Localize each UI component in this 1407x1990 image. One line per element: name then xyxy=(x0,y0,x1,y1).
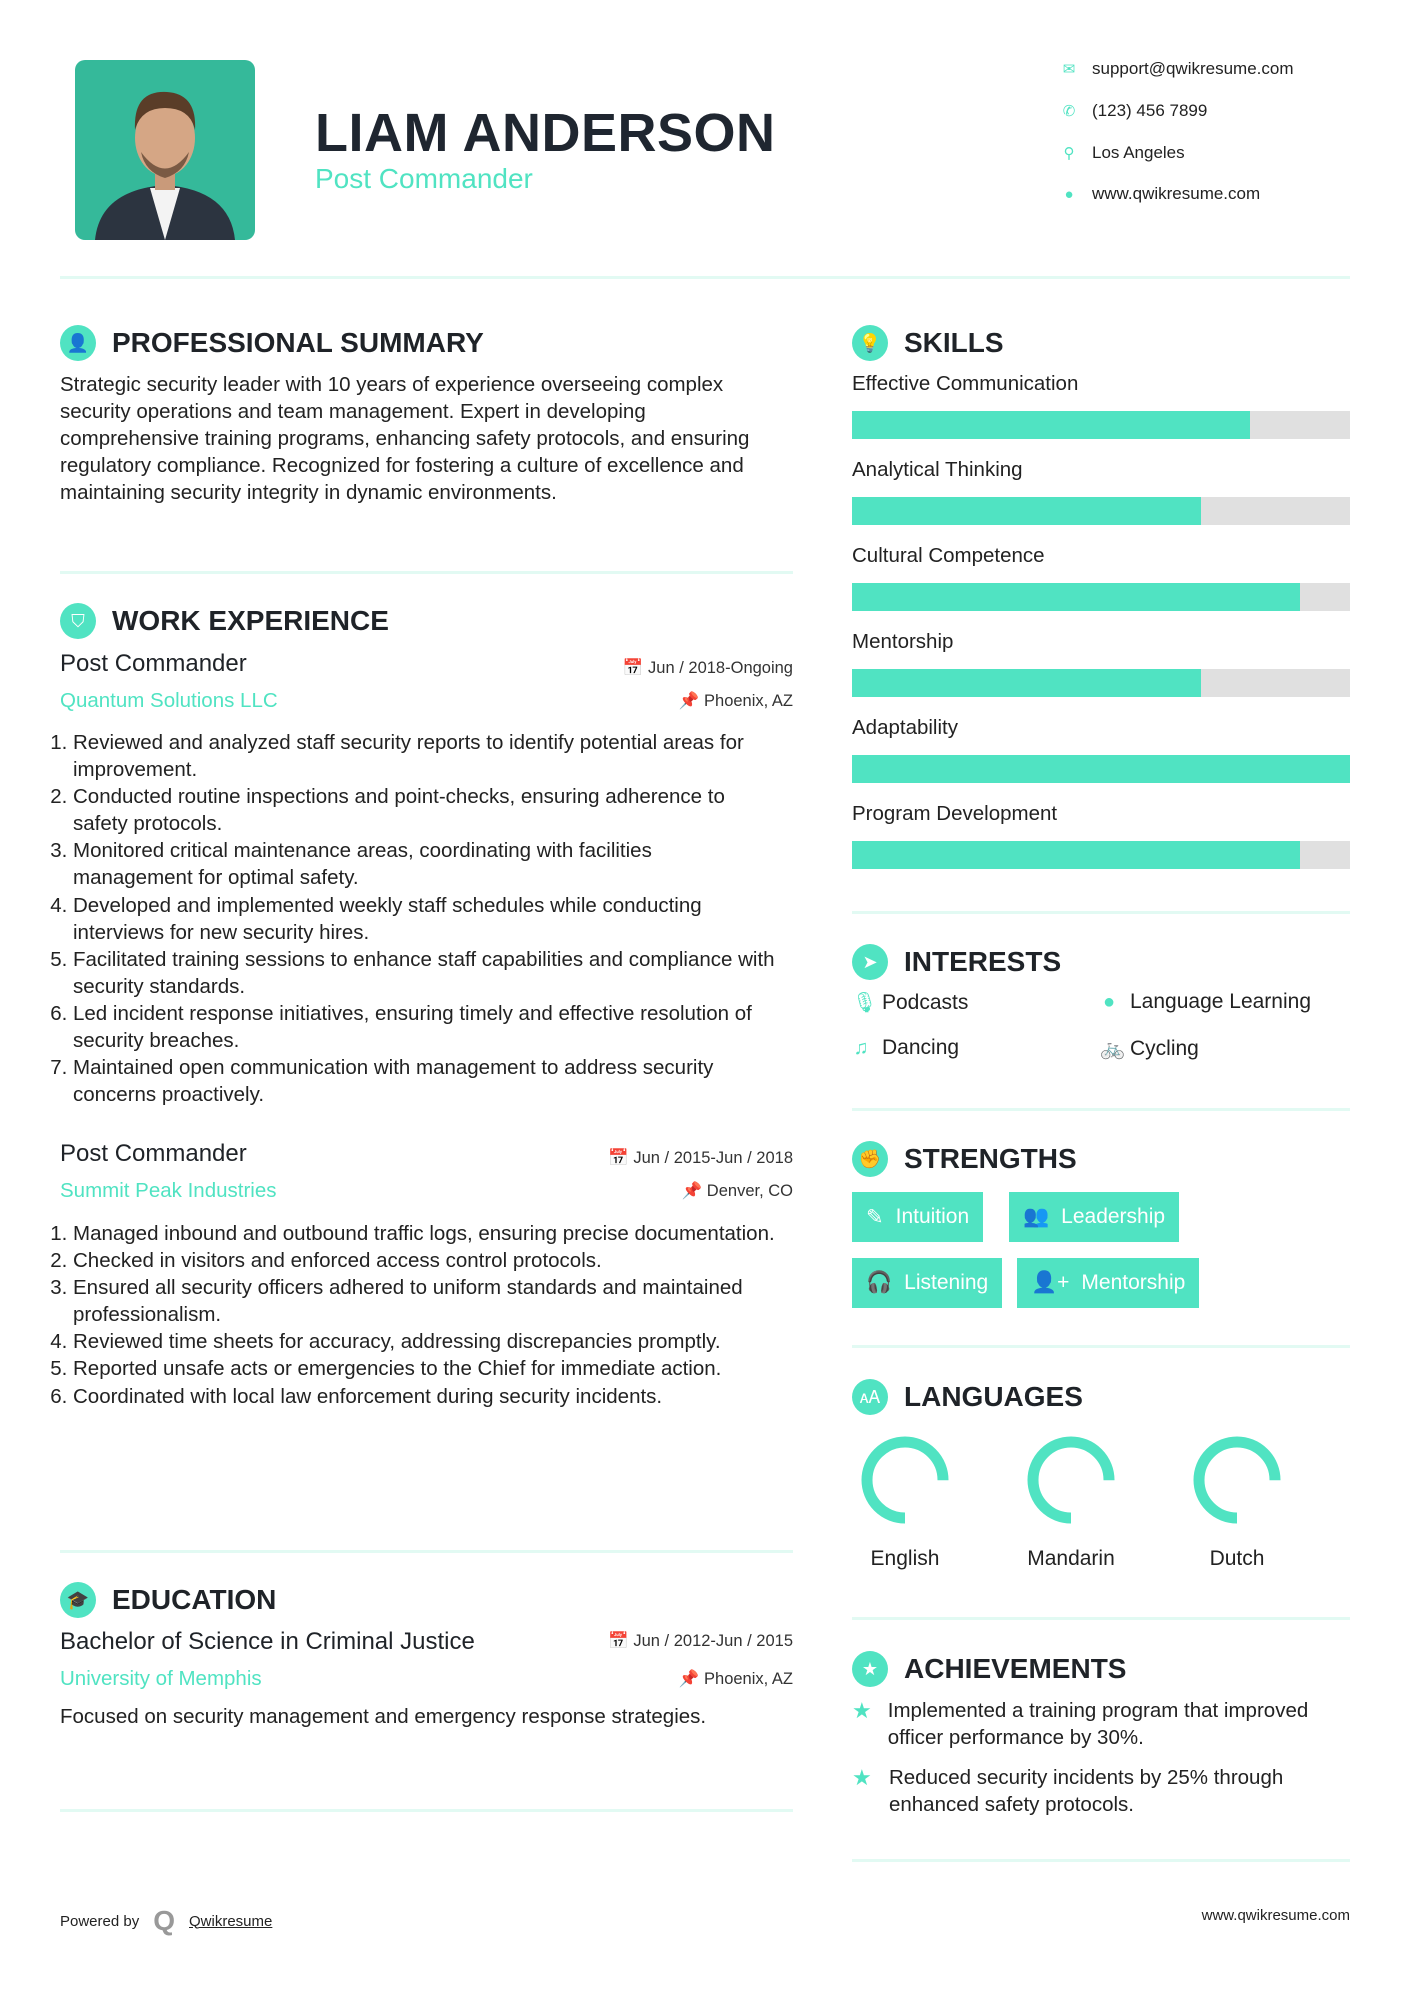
achievements-heading xyxy=(852,1649,1126,1689)
skill-bar-fill xyxy=(852,755,1350,783)
degree: Bachelor of Science in Criminal Justice xyxy=(60,1628,475,1655)
contact-text: (123) 456 7899 xyxy=(1092,101,1208,120)
list-item: 6. Led incident response initiatives, ensuring timely and effective resolution of security breaches. xyxy=(73,1000,775,1054)
language-ring xyxy=(845,1430,965,1530)
language-ring xyxy=(1177,1430,1297,1530)
job-title: Post Commander xyxy=(60,650,247,677)
strength-label: Listening xyxy=(904,1271,989,1294)
list-item: 3. Ensured all security officers adhered to uniform standards and maintained professionalism. xyxy=(73,1274,775,1328)
skill-label: Mentorship xyxy=(852,630,954,653)
list-item: 1. Managed inbound and outbound traffic logs, ensuring precise documentation. xyxy=(73,1220,775,1247)
job-company: Summit Peak Industries xyxy=(60,1179,277,1202)
magic-wand-icon: ✎ xyxy=(866,1205,884,1229)
job-title: Post Commander xyxy=(60,1140,247,1167)
achievement-text: Implemented a training program that improved officer performance by 30%. xyxy=(887,1699,1309,1749)
translate-icon: 🗚 xyxy=(852,1379,888,1415)
skill-label: Effective Communication xyxy=(852,372,1079,395)
location-text: Denver, CO xyxy=(706,1182,793,1200)
globe-icon: ● xyxy=(1064,185,1074,203)
list-item: 7. Maintained open communication with management to address security concerns proactively. xyxy=(73,1054,775,1108)
strength-tag xyxy=(852,1192,983,1242)
strength-label: Mentorship xyxy=(1081,1271,1186,1294)
list-item: 2. Checked in visitors and enforced access control protocols. xyxy=(73,1247,775,1274)
job-duties xyxy=(55,1220,775,1410)
interest-label: Cycling xyxy=(1130,1036,1199,1060)
strength-label: Leadership xyxy=(1061,1205,1166,1228)
skill-bar-fill xyxy=(852,411,1250,439)
globe-icon: ● xyxy=(1102,990,1116,1013)
users-icon: 👥 xyxy=(1023,1205,1050,1228)
interests-heading xyxy=(852,942,1061,982)
list-item: 4. Reviewed time sheets for accuracy, addressing discrepancies promptly. xyxy=(73,1328,775,1355)
language-ring xyxy=(1011,1430,1131,1530)
candidate-title: Post Commander xyxy=(315,163,533,194)
list-item: 4. Developed and implemented weekly staff schedules while conducting interviews for new security hires. xyxy=(73,892,775,946)
contact-email[interactable] xyxy=(1060,57,1294,81)
divider xyxy=(852,1859,1350,1862)
phone-icon: ✆ xyxy=(1062,103,1076,120)
footer-url[interactable]: www.qwikresume.com xyxy=(1201,1907,1350,1924)
strength-tag xyxy=(852,1258,1002,1308)
envelope-icon: ✉ xyxy=(1062,61,1076,78)
skills-heading xyxy=(852,323,1004,363)
contact-text: Los Angeles xyxy=(1092,143,1185,162)
date-text: Jun / 2015-Jun / 2018 xyxy=(633,1149,793,1167)
footer-powered xyxy=(60,1905,272,1937)
skill-label: Analytical Thinking xyxy=(852,458,1023,481)
skill-bar xyxy=(852,583,1350,611)
section-title: PROFESSIONAL SUMMARY xyxy=(112,327,484,358)
location-text: Phoenix, AZ xyxy=(704,692,793,710)
education-location: 📌 Phoenix, AZ xyxy=(678,1670,793,1688)
job-duties xyxy=(55,729,775,1108)
list-item: 1. Reviewed and analyzed staff security reports to identify potential areas for improvement. xyxy=(73,729,775,783)
section-title: WORK EXPERIENCE xyxy=(112,605,389,636)
list-item: 6. Coordinated with local law enforcement during security incidents. xyxy=(73,1383,775,1410)
skill-bar xyxy=(852,841,1350,869)
interest-label: Podcasts xyxy=(882,990,969,1014)
divider xyxy=(852,1108,1350,1111)
user-icon: 👤 xyxy=(60,325,96,361)
job-date: 📅 Jun / 2018-Ongoing xyxy=(622,659,793,677)
education-date: 📅 Jun / 2012-Jun / 2015 xyxy=(608,1632,793,1650)
achievement-text: Reduced security incidents by 25% through enhanced safety protocols. xyxy=(888,1766,1284,1816)
fist-icon: ✊ xyxy=(852,1141,888,1177)
divider xyxy=(60,1550,793,1553)
date-text: Jun / 2012-Jun / 2015 xyxy=(633,1632,793,1650)
award-icon: ★ xyxy=(852,1651,888,1687)
contact-location xyxy=(1060,141,1185,165)
header-divider xyxy=(60,276,1350,279)
skill-bar-fill xyxy=(852,583,1300,611)
strengths-heading xyxy=(852,1139,1077,1179)
contact-text: www.qwikresume.com xyxy=(1092,184,1261,203)
skill-bar xyxy=(852,755,1350,783)
skill-bar xyxy=(852,411,1350,439)
lightbulb-icon: 💡 xyxy=(852,325,888,361)
summary-heading xyxy=(60,323,484,363)
work-heading xyxy=(60,601,389,641)
contact-phone xyxy=(1060,99,1207,123)
language-label: Mandarin xyxy=(1027,1547,1115,1570)
divider xyxy=(852,911,1350,914)
job-location: 📌 Phoenix, AZ xyxy=(678,692,793,710)
skill-label: Program Development xyxy=(852,802,1058,825)
headphones-icon: 🎧 xyxy=(866,1271,893,1294)
interest-label: Dancing xyxy=(882,1036,960,1059)
star-icon: ★ xyxy=(852,1698,872,1723)
bicycle-icon: 🚲 xyxy=(1100,1038,1125,1060)
language-item xyxy=(845,1430,965,1571)
interest-item xyxy=(1100,990,1311,1014)
skill-label: Cultural Competence xyxy=(852,544,1045,567)
interest-label: Language Learning xyxy=(1130,990,1312,1013)
languages-heading xyxy=(852,1377,1083,1417)
chair-icon: ⛉ xyxy=(60,603,96,639)
paper-plane-icon: ➤ xyxy=(852,944,888,980)
graduate-icon: 🎓 xyxy=(60,1582,96,1618)
star-icon: ★ xyxy=(852,1765,872,1790)
divider xyxy=(852,1617,1350,1620)
section-title: INTERESTS xyxy=(904,946,1062,977)
divider xyxy=(60,571,793,574)
section-title: ACHIEVEMENTS xyxy=(904,1653,1127,1684)
qwikresume-logo-icon: Q xyxy=(153,1905,175,1936)
interest-item xyxy=(852,1036,959,1060)
list-item: 5. Reported unsafe acts or emergencies to the Chief for immediate action. xyxy=(73,1355,775,1382)
section-title: LANGUAGES xyxy=(904,1381,1083,1412)
location-text: Phoenix, AZ xyxy=(704,1670,793,1688)
language-item xyxy=(1011,1430,1131,1571)
section-title: EDUCATION xyxy=(112,1584,277,1615)
language-label: English xyxy=(870,1547,940,1570)
section-title: STRENGTHS xyxy=(904,1143,1077,1174)
interest-item xyxy=(1100,1036,1199,1061)
job-company: Quantum Solutions LLC xyxy=(60,689,278,712)
strength-label: Intuition xyxy=(895,1205,970,1228)
job-date: 📅 Jun / 2015-Jun / 2018 xyxy=(608,1149,793,1167)
list-item: 2. Conducted routine inspections and point-checks, ensuring adherence to safety protocols. xyxy=(73,783,775,837)
skill-bar xyxy=(852,497,1350,525)
microphone-icon: 🎙 xyxy=(852,992,878,1014)
achievement-item xyxy=(852,1764,1352,1818)
list-item: 5. Facilitated training sessions to enhance staff capabilities and compliance with security standards. xyxy=(73,946,775,1000)
skill-bar xyxy=(852,669,1350,697)
school: University of Memphis xyxy=(60,1667,262,1690)
skill-bar-fill xyxy=(852,497,1201,525)
language-label: Dutch xyxy=(1209,1547,1265,1570)
user-plus-icon: 👤+ xyxy=(1031,1271,1070,1294)
date-text: Jun / 2018-Ongoing xyxy=(648,659,793,677)
powered-by-text: Powered by xyxy=(60,1912,140,1930)
language-item xyxy=(1177,1430,1297,1571)
summary-text: Strategic security leader with 10 years of experience overseeing complex security operations and team management. Expert in developing comprehensive training programs, enhancing safety protocols, and ensuring regulatory compliance. Recognized for fostering a culture of excellence and maintaining security integrity in dynamic environments. xyxy=(60,373,750,504)
map-pin-icon: ⚲ xyxy=(1063,145,1075,162)
skill-label: Adaptability xyxy=(852,716,958,739)
interest-item xyxy=(852,990,968,1015)
list-item: 3. Monitored critical maintenance areas, coordinating with facilities management for optimal safety. xyxy=(73,837,775,891)
job-location: 📌 Denver, CO xyxy=(681,1182,793,1200)
education-text: Focused on security management and emergency response strategies. xyxy=(60,1705,707,1728)
profile-photo xyxy=(75,60,255,240)
music-icon: ♫ xyxy=(853,1036,869,1059)
skill-bar-fill xyxy=(852,841,1300,869)
achievement-item xyxy=(852,1697,1352,1751)
strength-tag xyxy=(1009,1192,1179,1242)
divider xyxy=(60,1809,793,1812)
contact-text: support@qwikresume.com xyxy=(1092,59,1294,78)
section-title: SKILLS xyxy=(904,327,1004,358)
skill-bar-fill xyxy=(852,669,1201,697)
contact-website[interactable] xyxy=(1060,182,1260,206)
strength-tag xyxy=(1017,1258,1199,1308)
education-heading xyxy=(60,1580,276,1620)
candidate-name: LIAM ANDERSON xyxy=(315,103,776,163)
divider xyxy=(852,1345,1350,1348)
brand-link[interactable]: Qwikresume xyxy=(189,1912,273,1930)
